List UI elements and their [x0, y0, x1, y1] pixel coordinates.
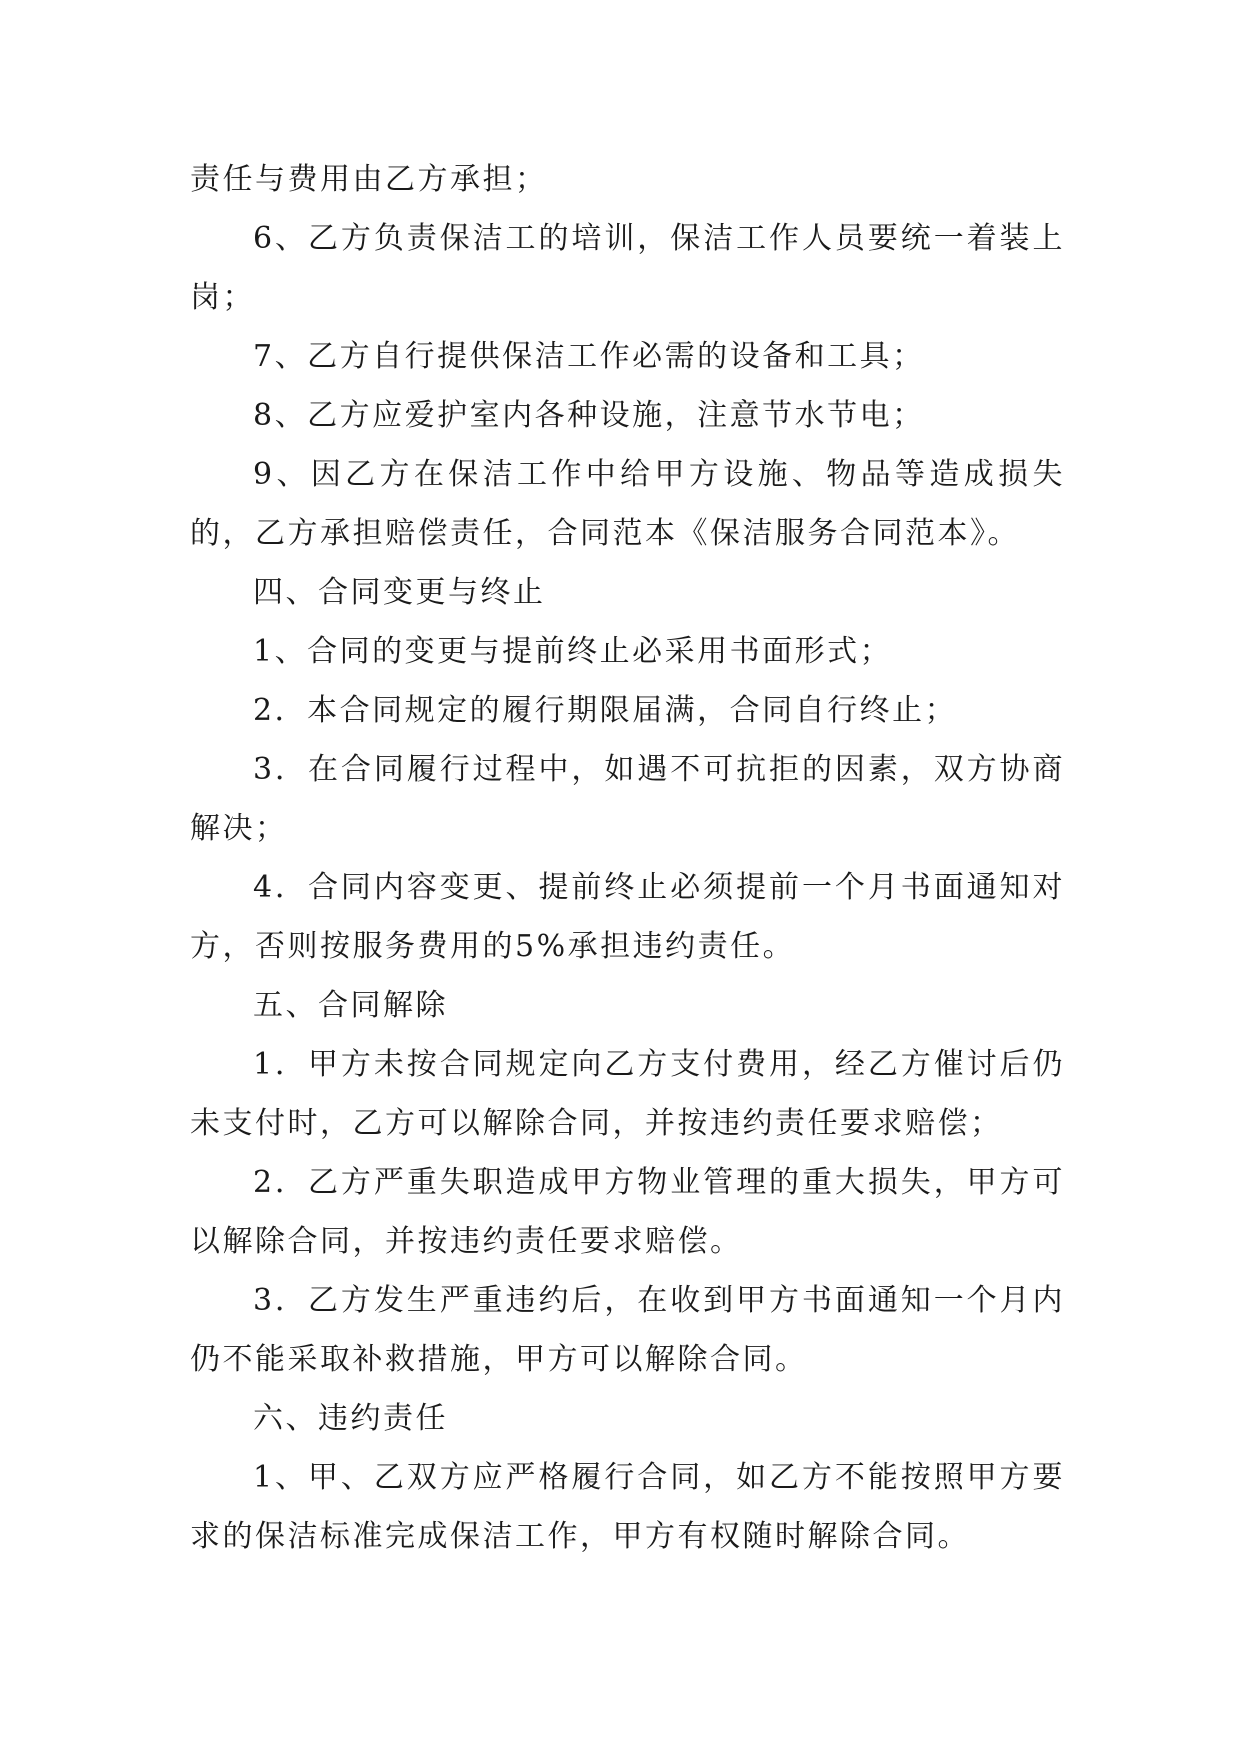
- paragraph: 6、乙方负责保洁工的培训，保洁工作人员要统一着装上岗；: [190, 221, 1065, 315]
- paragraph: 责任与费用由乙方承担；: [190, 162, 548, 197]
- paragraph: 8、乙方应爱护室内各种设施，注意节水节电；: [253, 398, 925, 433]
- paragraph: 3．乙方发生严重违约后，在收到甲方书面通知一个月内仍不能采取补救措施，甲方可以解除合同。: [190, 1283, 1065, 1377]
- paragraph: 9、因乙方在保洁工作中给甲方设施、物品等造成损失的，乙方承担赔偿责任，合同范本《保洁服务合同范本》。: [190, 457, 1065, 551]
- paragraph: 4．合同内容变更、提前终止必须提前一个月书面通知对方，否则按服务费用的5%承担违约责任。: [190, 870, 1065, 964]
- paragraph: 3．在合同履行过程中，如遇不可抗拒的因素，双方协商解决；: [190, 752, 1065, 846]
- section-heading: 六、违约责任: [253, 1401, 448, 1436]
- paragraph: 2．乙方严重失职造成甲方物业管理的重大损失，甲方可以解除合同，并按违约责任要求赔偿。: [190, 1165, 1065, 1259]
- paragraph: 1、合同的变更与提前终止必采用书面形式；: [253, 634, 893, 669]
- document-body: [190, 150, 1065, 1566]
- paragraph: 2．本合同规定的履行期限届满，合同自行终止；: [253, 693, 958, 728]
- paragraph: 1．甲方未按合同规定向乙方支付费用，经乙方催讨后仍未支付时，乙方可以解除合同，并按违约责任要求赔偿；: [190, 1047, 1065, 1141]
- section-heading: 五、合同解除: [253, 988, 448, 1023]
- paragraph: 7、乙方自行提供保洁工作必需的设备和工具；: [253, 339, 925, 374]
- section-heading: 四、合同变更与终止: [253, 575, 546, 610]
- paragraph: 1、甲、乙双方应严格履行合同，如乙方不能按照甲方要求的保洁标准完成保洁工作，甲方有权随时解除合同。: [190, 1460, 1065, 1554]
